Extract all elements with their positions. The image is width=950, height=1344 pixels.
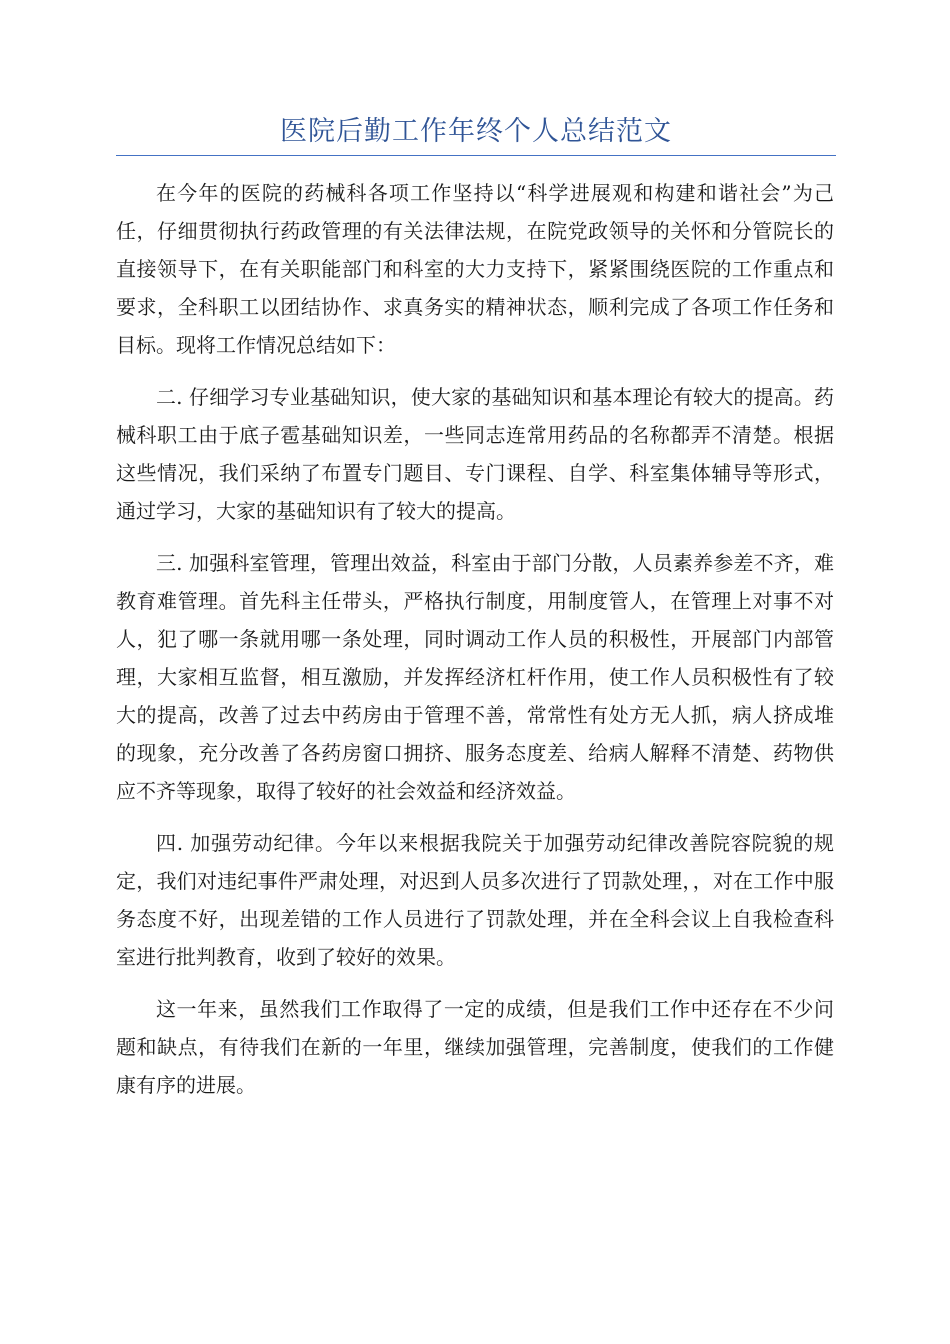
document-title: 医院后勤工作年终个人总结范文 xyxy=(280,116,672,147)
document-body xyxy=(116,174,834,1118)
paragraph-section-2: 二. 仔细学习专业基础知识，使大家的基础知识和基本理论有较大的提高。药械科职工由于底子雹基础知识差，一些同志连常用药品的名称都弄不清楚。根据这些情况，我们采纳了布置专门题目、专门课程、自学、科室集体辅导等形式，通过学习，大家的基础知识有了较大的提高。 xyxy=(116,385,834,523)
paragraph-section-3: 三. 加强科室管理，管理出效益，科室由于部门分散，人员素养参差不齐，难教育难管理。首先科主任带头，严格执行制度，用制度管人，在管理上对事不对人，犯了哪一条就用哪一条处理，同时调动工作人员的积极性，开展部门内部管理，大家相互监督，相互激励，并发挥经济杠杆作用，使工作人员积极性有了较大的提高，改善了过去中药房由于管理不善，常常性有处方无人抓，病人挤成堆的现象，充分改善了各药房窗口拥挤、服务态度差、给病人解释不清楚、药物供应不齐等现象，取得了较好的社会效益和经济效益。 xyxy=(116,551,834,803)
paragraph-conclusion: 这一年来，虽然我们工作取得了一定的成绩，但是我们工作中还存在不少问题和缺点，有待我们在新的一年里，继续加强管理，完善制度，使我们的工作健康有序的进展。 xyxy=(116,997,834,1097)
title-underline xyxy=(116,155,836,156)
paragraph-intro: 在今年的医院的药械科各项工作坚持以“科学进展观和构建和谐社会”为己任，仔细贯彻执行药政管理的有关法律法规，在院党政领导的关怀和分管院长的直接领导下，在有关职能部门和科室的大力支持下，紧紧围绕医院的工作重点和要求，全科职工以团结协作、求真务实的精神状态，顺利完成了各项工作任务和目标。现将工作情况总结如下： xyxy=(116,181,834,357)
paragraph-section-4: 四. 加强劳动纪律。今年以来根据我院关于加强劳动纪律改善院容院貌的规定，我们对违纪事件严肃处理，对迟到人员多次进行了罚款处理，，对在工作中服务态度不好，出现差错的工作人员进行了罚款处理，并在全科会议上自我检查科室进行批判教育，收到了较好的效果。 xyxy=(116,831,834,969)
